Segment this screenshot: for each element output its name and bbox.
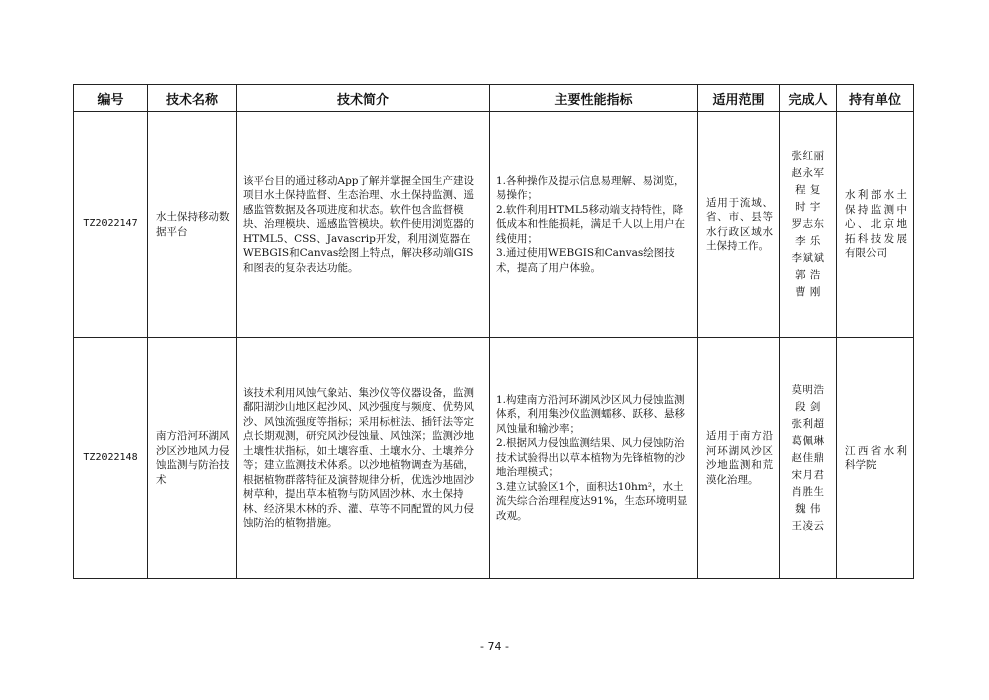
row-performance xyxy=(490,112,698,338)
performance-item: 2.软件利用HTML5移动端支持特性，降低成本和性能损耗，满足千人以上用户在线使用； xyxy=(496,203,685,245)
row-people xyxy=(780,112,837,338)
person-name: 段 剑 xyxy=(795,400,821,413)
row-intro: 该平台目的通过移动App了解并掌握全国生产建设项目水土保持监督、生态治理、水土保持监测、遥感监管数据及各项进度和状态。软件包含监督模块、治理模块、遥感监管模块。软件使用浏览器的HTML5、CSS、Javascrip开发，利用浏览器在WEBGIS和Canvas绘图上特点，解决移动端GIS和图表的复杂表达功能。 xyxy=(237,112,490,338)
person-name: 郭 浩 xyxy=(795,269,821,281)
performance-item: 2.根据风力侵蚀监测结果、风力侵蚀防治技术试验得出以草本植物为先锋植物的沙地治理模式； xyxy=(496,437,685,479)
row-org: 水利部水土保持监测中心、北京地拓科技发展有限公司 xyxy=(837,112,914,338)
row-tech-name: 南方沿河环湖风沙区沙地风力侵蚀监测与防治技术 xyxy=(148,338,237,579)
header-org: 持有单位 xyxy=(837,85,914,112)
person-name: 罗志东 xyxy=(791,218,825,230)
person-name: 曹 刚 xyxy=(795,286,821,298)
table-row xyxy=(74,338,914,579)
technology-table xyxy=(73,84,914,579)
person-name: 魏 伟 xyxy=(795,502,821,515)
person-name: 时 宇 xyxy=(795,201,821,213)
person-name: 宋月君 xyxy=(791,468,825,481)
performance-item: 1.各种操作及提示信息易理解、易浏览，易操作； xyxy=(496,174,685,202)
header-scope: 适用范围 xyxy=(698,85,780,112)
person-name: 赵永军 xyxy=(791,167,825,179)
page-number: - 74 - xyxy=(480,640,509,653)
row-performance xyxy=(490,338,698,579)
header-code: 编号 xyxy=(74,85,148,112)
header-intro: 技术简介 xyxy=(237,85,490,112)
person-name: 程 复 xyxy=(795,184,821,196)
person-name: 张利超 xyxy=(791,417,825,430)
row-intro: 该技术利用风蚀气象站、集沙仪等仪器设备，监测鄱阳湖沙山地区起沙风、风沙强度与频度、优势风沙、风蚀流强度等指标；采用标桩法、插钎法等定点长期观测，研究风沙侵蚀量、风蚀深；监测沙地土壤性状指标，如土壤容重、土壤水分、土壤养分等；建立监测技术体系。以沙地植物调查为基础，根据植物群落特征及演替规律分析，优选沙地固沙树草种，提出草本植物与防风固沙林、水土保持林、经济果木林的乔、灌、草等不同配置的风力侵蚀防治的植物措施。 xyxy=(237,338,490,579)
row-org: 江西省水利科学院 xyxy=(837,338,914,579)
performance-item: 3.建立试验区1个，面积达10hm²，水土流失综合治理程度达91%，生态环境明显改观。 xyxy=(496,480,688,522)
header-name: 技术名称 xyxy=(148,85,237,112)
performance-item: 1.构建南方沿河环湖风沙区风力侵蚀监测体系，利用集沙仪监测蠕移、跃移、悬移风蚀量和输沙率； xyxy=(496,393,685,435)
person-name: 李 乐 xyxy=(795,235,821,247)
person-name: 王凌云 xyxy=(791,519,825,532)
person-name: 张红丽 xyxy=(791,150,825,162)
row-scope: 适用于南方沿河环湖风沙区沙地监测和荒漠化治理。 xyxy=(698,338,780,579)
person-name: 葛佩琳 xyxy=(791,434,825,447)
row-code: TZ2022148 xyxy=(74,338,148,579)
person-name: 李斌斌 xyxy=(791,252,825,264)
row-people xyxy=(780,338,837,579)
row-code: TZ2022147 xyxy=(74,112,148,338)
person-name: 莫明浩 xyxy=(791,383,825,396)
header-people: 完成人 xyxy=(780,85,837,112)
person-name: 赵佳鼎 xyxy=(791,451,825,464)
row-scope: 适用于流域、省、市、县等水行政区域水土保持工作。 xyxy=(698,112,780,338)
header-row xyxy=(74,85,914,112)
table-row xyxy=(74,112,914,338)
header-performance: 主要性能指标 xyxy=(490,85,698,112)
performance-item: 3.通过使用WEBGIS和Canvas绘图技术，提高了用户体验。 xyxy=(496,247,675,274)
person-name: 肖胜生 xyxy=(791,485,825,498)
row-tech-name: 水土保持移动数据平台 xyxy=(148,112,237,338)
